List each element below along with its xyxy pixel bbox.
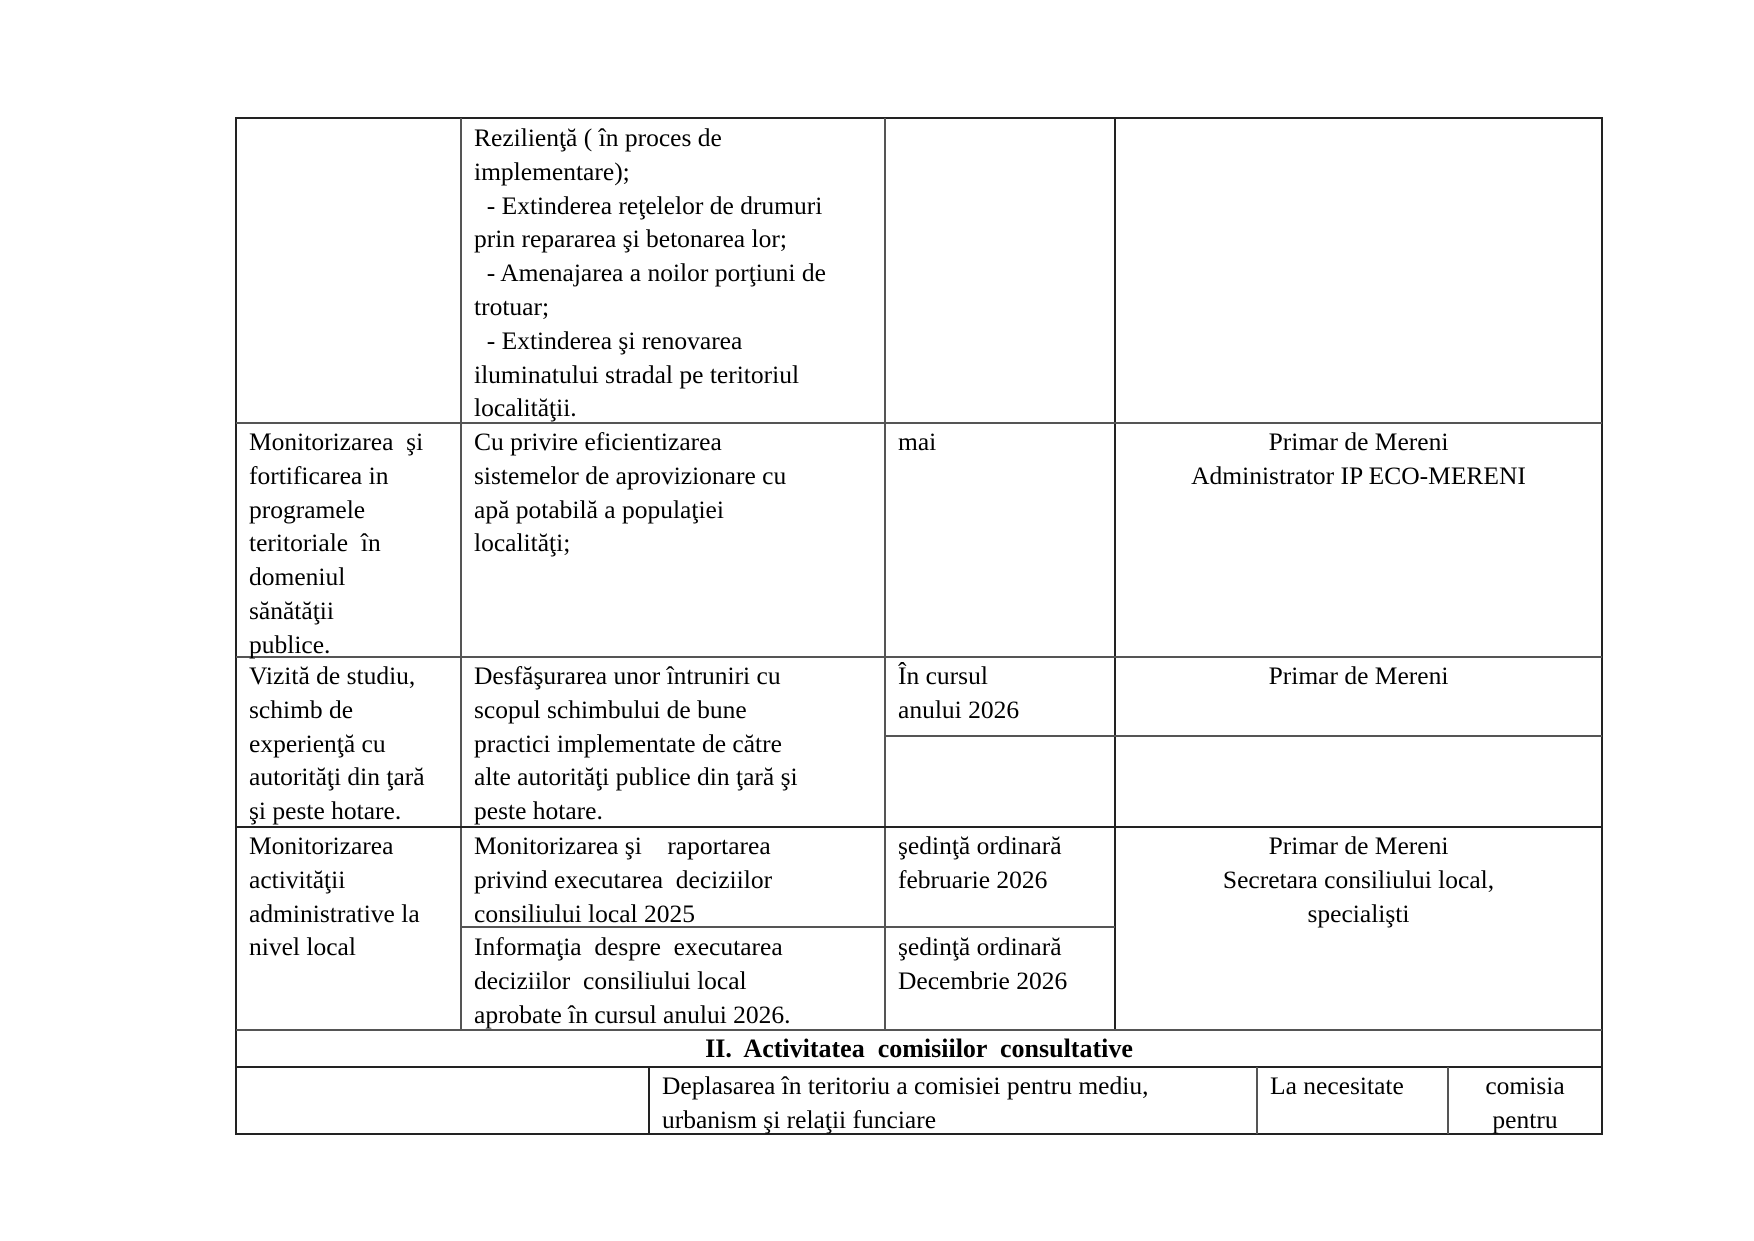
cell-text-line: urbanism şi relaţii funciare [662, 1104, 937, 1134]
row-2-actions [461, 425, 885, 560]
row-2-responsible [1115, 425, 1602, 493]
row-1-actions [461, 121, 885, 425]
cell-text-line: localităţi; [474, 528, 571, 558]
cell-text-line: Secretara consiliului local, [1222, 864, 1495, 894]
cell-text-line: publice. [249, 629, 331, 659]
row-4-activity [236, 829, 461, 964]
cell-text-line: activităţii [249, 864, 346, 894]
cell-text-line: Primar de Mereni [1268, 831, 1449, 860]
section-title: II. Activitatea comisiilor consultative [705, 1034, 1133, 1063]
cell-text-line: autorităţi din ţară [249, 762, 425, 792]
row-3-activity [236, 659, 461, 828]
cell-text-line: şi peste hotare. [249, 796, 402, 826]
cell-text-line: Desfăşurarea unor întruniri cu [474, 661, 781, 690]
cell-text-line: alte autorităţi publice din ţară şi [474, 762, 798, 792]
row-4-sub-1-term [885, 829, 1115, 897]
cell-text-line: pentru [1492, 1104, 1558, 1134]
row-divider-1 [236, 422, 1602, 424]
cell-text-line: consiliului local 2025 [474, 898, 695, 928]
cell-text-line: sănătăţii [249, 595, 334, 625]
cell-text-line: Primar de Mereni [1268, 427, 1449, 456]
cell-text-line: programele [249, 494, 366, 524]
cell-text-line: trotuar; [474, 291, 550, 321]
cell-text-line: administrative la [249, 898, 420, 928]
row-2-term [885, 425, 1115, 459]
cell-text-line: mai [898, 427, 937, 456]
cell-text-line: implementare); [474, 156, 630, 186]
cell-text-line: localităţii. [474, 393, 577, 423]
cell-text-line: Monitorizarea şi [249, 427, 424, 456]
cell-text-line: sistemelor de aprovizionare cu [474, 460, 787, 490]
cell-text-line: Vizită de studiu, [249, 661, 416, 690]
cell-text-line: Cu privire eficientizarea [474, 427, 722, 456]
row-3-actions [461, 659, 885, 828]
cell-text-line: - Extinderea şi renovarea [474, 325, 743, 355]
cell-text-line: anului 2026 [898, 694, 1020, 724]
cell-text-line: Administrator IP ECO-MERENI [1191, 460, 1526, 490]
table-right-border [1601, 117, 1603, 1135]
cell-text-line: peste hotare. [474, 796, 603, 826]
row-4-sub-1-actions [461, 829, 885, 930]
cell-text-line: deciziilor consiliului local [474, 965, 747, 995]
row-3-responsible [1115, 659, 1602, 693]
cell-text-line: experienţă cu [249, 728, 386, 758]
cell-text-line: şedinţă ordinară [898, 932, 1062, 961]
cell-text-line: Primar de Mereni [1268, 661, 1449, 690]
row-4-sub-2-term [885, 930, 1115, 998]
cell-text-line: februarie 2026 [898, 864, 1048, 894]
cell-text-line: La necesitate [1270, 1071, 1404, 1100]
cell-text-line: iluminatului stradal pe teritoriul [474, 359, 800, 389]
row-3-term [885, 659, 1115, 727]
row-4-responsible [1115, 829, 1602, 930]
row-2-activity [236, 425, 461, 662]
cell-text-line: În cursul [898, 661, 988, 690]
section-row-term [1257, 1069, 1448, 1103]
cell-text-line: comisia [1485, 1071, 1565, 1100]
cell-text-line: nivel local [249, 932, 356, 962]
row-4-sub-2-actions [461, 930, 885, 1031]
cell-text-line: prin repararea şi betonarea lor; [474, 224, 787, 254]
cell-text-line: - Amenajarea a noilor porţiuni de [474, 258, 826, 288]
cell-text-line: scopul schimbului de bune [474, 694, 747, 724]
cell-text-line: apă potabilă a populaţiei [474, 494, 724, 524]
cell-text-line: teritoriale în [249, 528, 381, 558]
cell-text-line: privind executarea deciziilor [474, 864, 773, 894]
section-row-responsible [1448, 1069, 1602, 1137]
cell-text-line: aprobate în cursul anului 2026. [474, 999, 791, 1029]
cell-text-line: fortificarea in [249, 460, 389, 490]
cell-text-line: domeniul [249, 562, 346, 592]
cell-text-line: Informaţia despre executarea [474, 932, 783, 961]
section-row-actions [649, 1069, 1257, 1137]
cell-text-line: - Extinderea reţelelor de drumuri [474, 190, 823, 220]
cell-text-line: practici implementate de către [474, 728, 782, 758]
cell-text-line: Monitorizarea şi raportarea [474, 831, 771, 860]
cell-text-line: specialişti [1307, 898, 1410, 928]
cell-text-line: Deplasarea în teritoriu a comisiei pentru mediu, [662, 1071, 1149, 1100]
cell-text-line: Decembrie 2026 [898, 965, 1068, 995]
cell-text-line: Monitorizarea [249, 831, 394, 860]
row-3-subdivider [885, 735, 1602, 737]
table-top-border [236, 117, 1603, 119]
cell-text-line: schimb de [249, 694, 354, 724]
cell-text-line: Rezilienţă ( în proces de [474, 123, 722, 152]
cell-text-line: şedinţă ordinară [898, 831, 1062, 860]
